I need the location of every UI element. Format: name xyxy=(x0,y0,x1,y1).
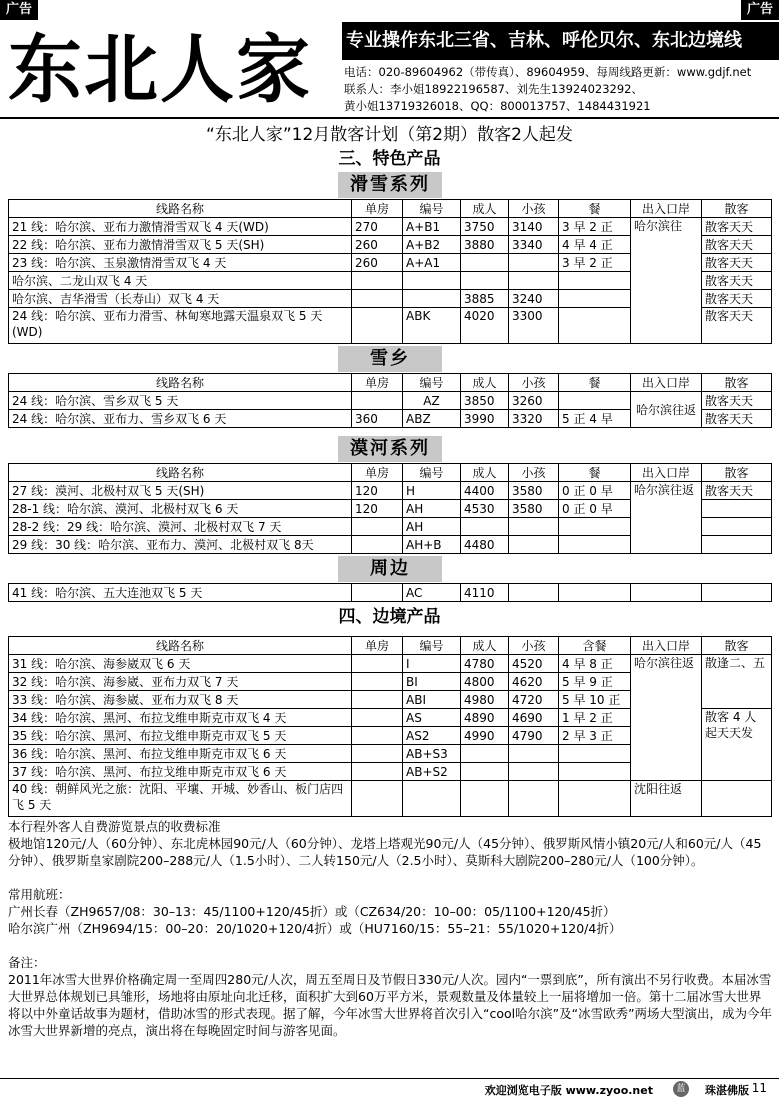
adult-cell: 4890 xyxy=(461,709,509,727)
col-code: 编号 xyxy=(403,464,461,482)
single-cell xyxy=(352,691,403,709)
adult-cell: 4480 xyxy=(461,536,509,554)
route-cell: 27 线：漠河、北极村双飞 5 天(SH) xyxy=(9,482,352,500)
guest-cell: 散逢二、五 xyxy=(702,655,772,709)
single-cell xyxy=(352,272,403,290)
contact-persons: 联系人：李小姐18922196587、刘先生13924023292、 xyxy=(344,82,643,96)
col-meal: 餐 xyxy=(559,464,631,482)
route-cell: 23 线：哈尔滨、玉泉激情滑雪双飞 4 天 xyxy=(9,254,352,272)
section-title-snow-town: 雪乡 xyxy=(338,346,442,372)
child-cell: 3240 xyxy=(509,290,559,308)
col-adult: 成人 xyxy=(461,374,509,392)
meal-cell: 3 早 2 正 xyxy=(559,218,631,236)
col-child: 小孩 xyxy=(509,637,559,655)
table-header-row xyxy=(9,637,772,655)
child-cell xyxy=(509,536,559,554)
guest-cell xyxy=(702,781,772,817)
adult-cell: 3750 xyxy=(461,218,509,236)
meal-cell xyxy=(559,308,631,344)
brand-logo: 东北人家 xyxy=(8,27,312,113)
route-cell: 33 线：哈尔滨、海参崴、亚布力双飞 8 天 xyxy=(9,691,352,709)
contact-persons-qq: 黄小姐13719326018、QQ：800013757、1484431921 xyxy=(344,99,651,113)
flight-line: 广州长春（ZH9657/08：30–13：45/1100+120/45折）或（CZ634/20：10–00：05/1100+120/45折） xyxy=(8,904,616,919)
adult-cell: 3885 xyxy=(461,290,509,308)
slogan-banner: 专业操作东北三省、吉林、呼伦贝尔、东北边境线 xyxy=(342,22,779,60)
col-code: 编号 xyxy=(403,200,461,218)
col-adult: 成人 xyxy=(461,464,509,482)
route-cell: 28-1 线：哈尔滨、漠河、北极村双飞 6 天 xyxy=(9,500,352,518)
notes-title: 备注： xyxy=(8,955,46,970)
table-row xyxy=(9,781,772,817)
route-cell: 40 线：朝鲜风光之旅：沈阳、平壤、开城、妙香山、板门店四飞 5 天 xyxy=(9,781,352,817)
child-cell xyxy=(509,254,559,272)
footer xyxy=(0,1078,779,1100)
table-header-row xyxy=(9,374,772,392)
guest-cell: 散客天天 xyxy=(702,308,772,344)
adult-cell: 4980 xyxy=(461,691,509,709)
route-cell: 37 线：哈尔滨、黑河、布拉戈维申斯克市双飞 6 天 xyxy=(9,763,352,781)
single-cell: 260 xyxy=(352,254,403,272)
code-cell xyxy=(403,290,461,308)
table-row xyxy=(9,218,772,236)
code-cell: AZ xyxy=(403,392,461,410)
child-cell: 3260 xyxy=(509,392,559,410)
single-cell: 360 xyxy=(352,410,403,428)
route-cell: 34 线：哈尔滨、黑河、布拉戈维申斯克市双飞 4 天 xyxy=(9,709,352,727)
meal-cell: 0 正 0 早 xyxy=(559,500,631,518)
route-cell: 28-2 线：29 线：哈尔滨、漠河、北极村双飞 7 天 xyxy=(9,518,352,536)
single-cell xyxy=(352,308,403,344)
col-meal: 餐 xyxy=(559,374,631,392)
meal-cell xyxy=(559,781,631,817)
meal-cell: 4 早 8 正 xyxy=(559,655,631,673)
meal-cell xyxy=(559,518,631,536)
route-cell: 31 线：哈尔滨、海参崴双飞 6 天 xyxy=(9,655,352,673)
flight-line: 哈尔滨广州（ZH9694/15：00–20：20/1020+120/4折）或（HU7160/15：55–21：55/1020+120/4折） xyxy=(8,921,622,936)
single-cell xyxy=(352,392,403,410)
code-cell: A+B2 xyxy=(403,236,461,254)
meal-cell xyxy=(559,745,631,763)
col-port: 出入口岸 xyxy=(631,200,702,218)
col-route: 线路名称 xyxy=(9,200,352,218)
child-cell: 3580 xyxy=(509,500,559,518)
col-child: 小孩 xyxy=(509,374,559,392)
child-cell xyxy=(509,745,559,763)
single-cell xyxy=(352,781,403,817)
route-cell: 22 线：哈尔滨、亚布力激情滑雪双飞 5 天(SH) xyxy=(9,236,352,254)
fees-title: 本行程外客人自费游览景点的收费标准 xyxy=(8,819,221,834)
route-cell: 21 线：哈尔滨、亚布力激情滑雪双飞 4 天(WD) xyxy=(9,218,352,236)
code-cell: AH xyxy=(403,518,461,536)
fees-text: 极地馆120元/人（60分钟）、东北虎林园90元/人（60分钟）、龙塔上塔观光90元/人（45分钟）、俄罗斯风情小镇20元/人和60元/人（45分钟）、俄罗斯皇家剧院200–288元/人（1.5小时）、二人转150元/人（2.5小时）、莫斯科大剧院200–280元/人（100分钟）。 xyxy=(8,836,762,868)
section-title-skiing: 滑雪系列 xyxy=(338,172,442,198)
code-cell: ABI xyxy=(403,691,461,709)
single-cell xyxy=(352,727,403,745)
code-cell: ABK xyxy=(403,308,461,344)
adult-cell xyxy=(461,781,509,817)
route-cell: 哈尔滨、二龙山双飞 4 天 xyxy=(9,272,352,290)
table-row xyxy=(9,482,772,500)
section-title-around: 周边 xyxy=(338,556,442,582)
guest-cell xyxy=(702,500,772,518)
child-cell xyxy=(509,584,559,602)
flights-title: 常用航班： xyxy=(8,887,71,902)
adult-cell xyxy=(461,518,509,536)
skiing-table xyxy=(8,199,772,344)
code-cell: AB+S3 xyxy=(403,745,461,763)
guest-cell: 散客天天 xyxy=(702,254,772,272)
mohe-table xyxy=(8,463,772,554)
single-cell: 120 xyxy=(352,482,403,500)
single-cell xyxy=(352,763,403,781)
table-header-row xyxy=(9,464,772,482)
port-cell: 沈阳往返 xyxy=(631,781,702,817)
meal-cell xyxy=(559,272,631,290)
route-cell: 41 线：哈尔滨、五大连池双飞 5 天 xyxy=(9,584,352,602)
col-port: 出入口岸 xyxy=(631,637,702,655)
child-cell: 3320 xyxy=(509,410,559,428)
single-cell xyxy=(352,536,403,554)
header-divider xyxy=(0,117,779,119)
guest-cell xyxy=(702,536,772,554)
child-cell: 4620 xyxy=(509,673,559,691)
meal-cell xyxy=(559,536,631,554)
code-cell xyxy=(403,272,461,290)
single-cell xyxy=(352,518,403,536)
code-cell: A+B1 xyxy=(403,218,461,236)
meal-cell xyxy=(559,290,631,308)
page-number: 11 xyxy=(751,1081,767,1095)
code-cell xyxy=(403,781,461,817)
code-cell: A+A1 xyxy=(403,254,461,272)
plan-title: “东北人家”12月散客计划（第2期）散客2人起发 xyxy=(206,125,573,145)
route-cell: 36 线：哈尔滨、黑河、布拉戈维申斯克市双飞 6 天 xyxy=(9,745,352,763)
col-port: 出入口岸 xyxy=(631,464,702,482)
adult-cell xyxy=(461,272,509,290)
adult-cell: 3990 xyxy=(461,410,509,428)
col-code: 编号 xyxy=(403,637,461,655)
category-border-products: 四、边境产品 xyxy=(338,607,441,627)
child-cell: 3140 xyxy=(509,218,559,236)
child-cell: 4720 xyxy=(509,691,559,709)
table-header-row xyxy=(9,200,772,218)
code-cell: AB+S2 xyxy=(403,763,461,781)
border-table xyxy=(8,636,772,817)
code-cell: AS2 xyxy=(403,727,461,745)
notes-text: 2011年冰雪大世界价格确定周一至周四280元/人次，周五至周日及节假日330元/人次。园内“一票到底”，所有演出不另行收费。本届冰雪大世界总体规划已具雏形，场地将由原址向北迁移，面积扩大到60万平方米，景观数量及体量较上一届将增加一倍。第十二届冰雪大世界将以中外童话故事为题材，借助冰雪的形式表现。据了解，今年冰雪大世界将首次引入“cool哈尔滨”及“冰雪欧秀”两场大型演出，成为今年冰雪大世界新增的亮点，演出将在每晚固定时间与游客见面。 xyxy=(8,972,773,1038)
category-special-products: 三、特色产品 xyxy=(338,149,441,169)
route-cell: 35 线：哈尔滨、黑河、布拉戈维申斯克市双飞 5 天 xyxy=(9,727,352,745)
snow-town-table xyxy=(8,373,772,428)
single-cell: 270 xyxy=(352,218,403,236)
ad-label-left: 广告 xyxy=(0,0,38,20)
guest-cell: 散客天天 xyxy=(702,236,772,254)
meal-cell: 3 早 2 正 xyxy=(559,254,631,272)
code-cell: AS xyxy=(403,709,461,727)
col-single: 单房 xyxy=(352,374,403,392)
col-child: 小孩 xyxy=(509,200,559,218)
meal-cell: 4 早 4 正 xyxy=(559,236,631,254)
port-cell: 哈尔滨往返 xyxy=(631,655,702,781)
col-meal: 餐 xyxy=(559,200,631,218)
single-cell xyxy=(352,673,403,691)
adult-cell: 4530 xyxy=(461,500,509,518)
col-adult: 成人 xyxy=(461,637,509,655)
port-cell xyxy=(631,584,702,602)
meal-cell: 2 早 3 正 xyxy=(559,727,631,745)
adult-cell: 3850 xyxy=(461,392,509,410)
table-row xyxy=(9,584,772,602)
meal-cell: 5 早 10 正 xyxy=(559,691,631,709)
col-guest: 散客 xyxy=(702,374,772,392)
footer-edition: 珠湛佛版 xyxy=(705,1084,749,1097)
meal-cell xyxy=(559,763,631,781)
col-single: 单房 xyxy=(352,464,403,482)
guest-cell: 散客天天 xyxy=(702,290,772,308)
col-route: 线路名称 xyxy=(9,637,352,655)
child-cell: 3300 xyxy=(509,308,559,344)
route-cell: 24 线：哈尔滨、亚布力滑雪、林甸寒地露天温泉双飞 5 天(WD) xyxy=(9,308,352,344)
code-cell: H xyxy=(403,482,461,500)
guest-cell xyxy=(702,518,772,536)
col-route: 线路名称 xyxy=(9,464,352,482)
col-child: 小孩 xyxy=(509,464,559,482)
port-cell: 哈尔滨往返 xyxy=(631,482,702,554)
table-row xyxy=(9,392,772,410)
table-row xyxy=(9,655,772,673)
code-cell: ABZ xyxy=(403,410,461,428)
child-cell xyxy=(509,763,559,781)
col-single: 单房 xyxy=(352,637,403,655)
col-route: 线路名称 xyxy=(9,374,352,392)
single-cell xyxy=(352,745,403,763)
contact-phone: 电话：020-89604962（带传真）、89604959、每周线路更新：www.gdjf.net xyxy=(344,65,752,79)
code-cell: BI xyxy=(403,673,461,691)
meal-cell: 1 早 2 正 xyxy=(559,709,631,727)
col-meal: 含餐 xyxy=(559,637,631,655)
meal-cell xyxy=(559,392,631,410)
section-title-mohe: 漠河系列 xyxy=(338,436,442,462)
child-cell: 3340 xyxy=(509,236,559,254)
route-cell: 32 线：哈尔滨、海参崴、亚布力双飞 7 天 xyxy=(9,673,352,691)
guest-cell: 散客天天 xyxy=(702,218,772,236)
adult-cell xyxy=(461,763,509,781)
single-cell xyxy=(352,290,403,308)
guest-cell: 散客天天 xyxy=(702,392,772,410)
route-cell: 哈尔滨、吉华滑雪（长寿山）双飞 4 天 xyxy=(9,290,352,308)
footer-logo-icon: 蓝 xyxy=(673,1081,689,1097)
adult-cell: 4020 xyxy=(461,308,509,344)
guest-cell: 散客天天 xyxy=(702,482,772,500)
single-cell: 260 xyxy=(352,236,403,254)
route-cell: 24 线：哈尔滨、雪乡双飞 5 天 xyxy=(9,392,352,410)
meal-cell: 5 正 4 早 xyxy=(559,410,631,428)
meal-cell: 5 早 9 正 xyxy=(559,673,631,691)
child-cell: 4690 xyxy=(509,709,559,727)
route-cell: 24 线：哈尔滨、亚布力、雪乡双飞 6 天 xyxy=(9,410,352,428)
adult-cell: 4780 xyxy=(461,655,509,673)
col-code: 编号 xyxy=(403,374,461,392)
col-single: 单房 xyxy=(352,200,403,218)
around-table xyxy=(8,583,772,602)
col-guest: 散客 xyxy=(702,200,772,218)
child-cell: 4520 xyxy=(509,655,559,673)
info-block xyxy=(8,818,773,1039)
meal-cell: 0 正 0 早 xyxy=(559,482,631,500)
child-cell xyxy=(509,272,559,290)
col-guest: 散客 xyxy=(702,464,772,482)
code-cell: AC xyxy=(403,584,461,602)
code-cell: AH+B xyxy=(403,536,461,554)
guest-cell xyxy=(702,584,772,602)
child-cell xyxy=(509,518,559,536)
col-port: 出入口岸 xyxy=(631,374,702,392)
code-cell: AH xyxy=(403,500,461,518)
single-cell xyxy=(352,655,403,673)
adult-cell: 4110 xyxy=(461,584,509,602)
col-adult: 成人 xyxy=(461,200,509,218)
adult-cell: 4800 xyxy=(461,673,509,691)
meal-cell xyxy=(559,584,631,602)
adult-cell: 3880 xyxy=(461,236,509,254)
guest-cell: 散客天天 xyxy=(702,272,772,290)
single-cell xyxy=(352,709,403,727)
adult-cell xyxy=(461,254,509,272)
code-cell: I xyxy=(403,655,461,673)
ad-label-right: 广告 xyxy=(741,0,779,20)
adult-cell: 4400 xyxy=(461,482,509,500)
col-guest: 散客 xyxy=(702,637,772,655)
child-cell: 3580 xyxy=(509,482,559,500)
guest-cell: 散客天天 xyxy=(702,410,772,428)
footer-website: 欢迎浏览电子版 www.zyoo.net xyxy=(484,1084,653,1097)
port-cell: 哈尔滨往返 xyxy=(631,392,702,428)
single-cell: 120 xyxy=(352,500,403,518)
adult-cell xyxy=(461,745,509,763)
child-cell: 4790 xyxy=(509,727,559,745)
single-cell xyxy=(352,584,403,602)
route-cell: 29 线：30 线：哈尔滨、亚布力、漠河、北极村双飞 8天 xyxy=(9,536,352,554)
child-cell xyxy=(509,781,559,817)
adult-cell: 4990 xyxy=(461,727,509,745)
port-cell: 哈尔滨往 xyxy=(631,218,702,344)
guest-cell: 散客 4 人起天天发 xyxy=(702,709,772,781)
